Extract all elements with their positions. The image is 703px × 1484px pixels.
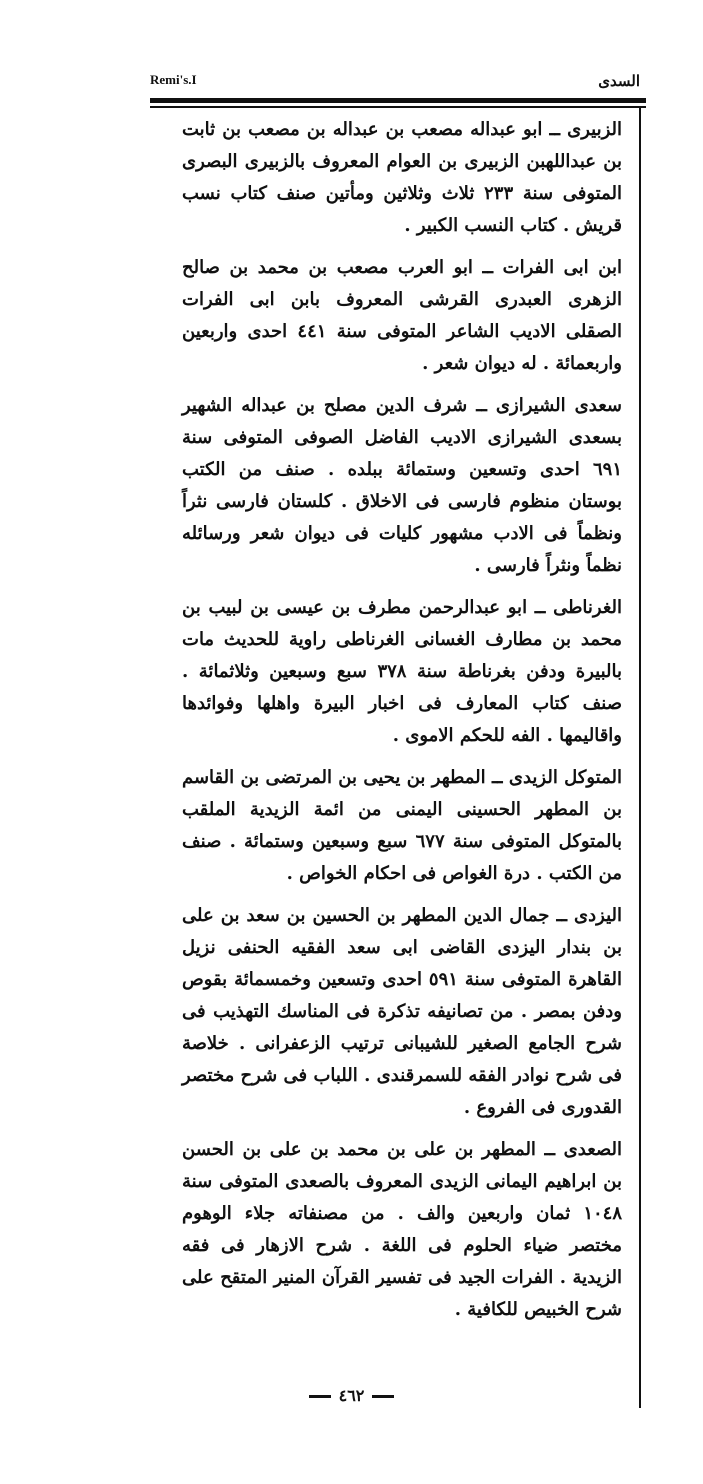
header-rule-thick <box>150 98 646 103</box>
header-rule-thin <box>150 106 646 108</box>
entry-saadi-yamani: الصعدى ــ المطهر بن على بن محمد بن على بن الحسن بن ابراهيم اليمانى الزيدى المعروف بالصعدى المتوفى سنة ١٠٤٨ ثمان واربعين والف . من مصنفاته جلاء الوهوم مختصر ضياء الحلوم فى اللغة . شرح الازهار فى فقه الزيدية . الفرات الجيد فى تفسير القرآن المنير المتقح على شرح الخبيص للكافية . <box>182 1139 622 1320</box>
header-mark: Remi's.I <box>150 72 197 87</box>
running-title: السدى <box>598 72 640 90</box>
page-footer <box>0 1386 703 1405</box>
footer-dash-left <box>372 1395 394 1398</box>
entry-mutawakkil-zaydi: المتوكل الزيدى ــ المطهر بن يحيى بن المرتضى بن القاسم بن المطهر الحسينى اليمنى من ائمة الزيدية الملقب بالمتوكل المتوفى سنة ٦٧٧ سبع وسبعين وستمائة . صنف من الكتب . درة الغواص فى احكام الخواص . <box>182 767 622 884</box>
page-header <box>150 68 640 96</box>
entry-zubayri: الزبيرى ــ ابو عبداله مصعب بن عبداله بن مصعب بن ثابت بن عبداللهبن الزبيرى بن العوام المعروف بالزبيرى البصرى المتوفى سنة ٢٣٣ ثلاث وثلاثين ومأتين صنف كتاب نسب قريش . كتاب النسب الكبير . <box>182 119 622 236</box>
page-number: ٤٦٢ <box>338 1386 365 1405</box>
footer-dash-right <box>309 1395 331 1398</box>
entry-gharnati: الغرناطى ــ ابو عبدالرحمن مطرف بن عيسى بن لبيب بن محمد بن مطارف الغسانى الغرناطى راوية للحديث مات بالبيرة ودفن بغرناطة سنة ٣٧٨ سبع وسبعين وثلاثمائة . صنف كتاب المعارف فى اخبار البيرة واهلها وفوائدها واقاليمها . الفه للحكم الاموى . <box>182 597 623 746</box>
entry-saadi-shirazi: سعدى الشيرازى ــ شرف الدين مصلح بن عبداله الشهير بسعدى الشيرازى الاديب الفاضل الصوفى المتوفى سنة ٦٩١ احدى وتسعين وستمائة ببلده . صنف من الكتب بوستان منظوم فارسى فى الاخلاق . كلستان فارسى نثراً ونظماً فى الادب مشهور كليات فى ديوان شعر ورسائله نظماً ونثراً فارسى . <box>182 395 622 576</box>
column-rule <box>639 108 641 1408</box>
entry-ibn-abi-al-furat: ابن ابى الفرات ــ ابو العرب مصعب بن محمد بن صالح الزهرى العبدرى القرشى المعروف بابن ابى الفرات الصقلى الاديب الشاعر المتوفى سنة ٤٤١ احدى واربعين واربعمائة . له ديوان شعر . <box>182 257 622 374</box>
page-body <box>182 114 622 1336</box>
entry-yazdi: اليزدى ــ جمال الدين المطهر بن الحسين بن سعد بن على بن بندار اليزدى القاضى ابى سعد الفقيه الحنفى نزيل القاهرة المتوفى سنة ٥٩١ احدى وتسعين وخمسمائة بقوص ودفن بمصر . من تصانيفه تذكرة فى المناسك التهذيب فى شرح الجامع الصغير للشيبانى ترتيب الزعفرانى . خلاصة فى شرح نوادر الفقه للسمرقندى . اللباب فى شرح مختصر القدورى فى الفروع . <box>182 905 623 1118</box>
